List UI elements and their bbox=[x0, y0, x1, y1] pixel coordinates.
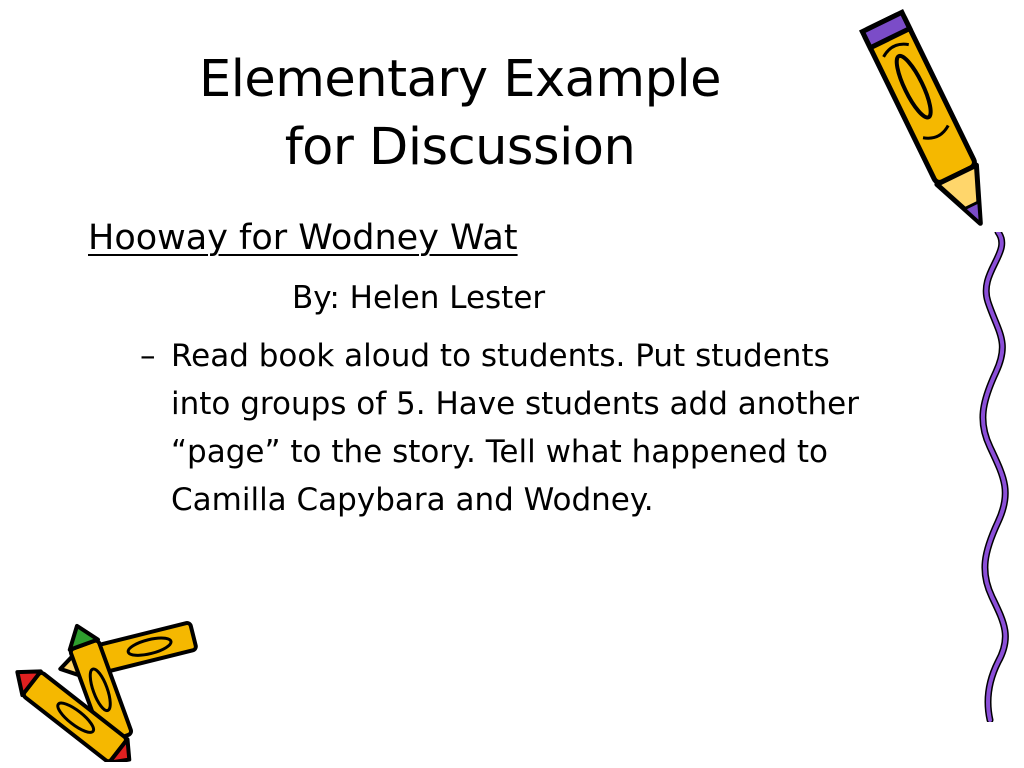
bullet-item bbox=[140, 332, 860, 524]
author-line: By: Helen Lester bbox=[292, 280, 546, 316]
slide-title-line-2: for Discussion bbox=[284, 118, 636, 177]
slide-title bbox=[130, 46, 790, 182]
bullet-dash: – bbox=[140, 338, 156, 374]
bullet-text: Read book aloud to students. Put students into groups of 5. Have students add another “page” to the story. Tell what happened to Camilla Capybara and Wodney. bbox=[171, 338, 859, 518]
pencil-icon bbox=[858, 2, 1008, 247]
crayons-icon bbox=[0, 612, 210, 762]
slide-title-line-1: Elementary Example bbox=[198, 50, 722, 109]
bullet-list bbox=[140, 332, 860, 524]
book-title: Hooway for Wodney Wat bbox=[88, 218, 518, 258]
squiggle-line-icon bbox=[968, 232, 1018, 722]
